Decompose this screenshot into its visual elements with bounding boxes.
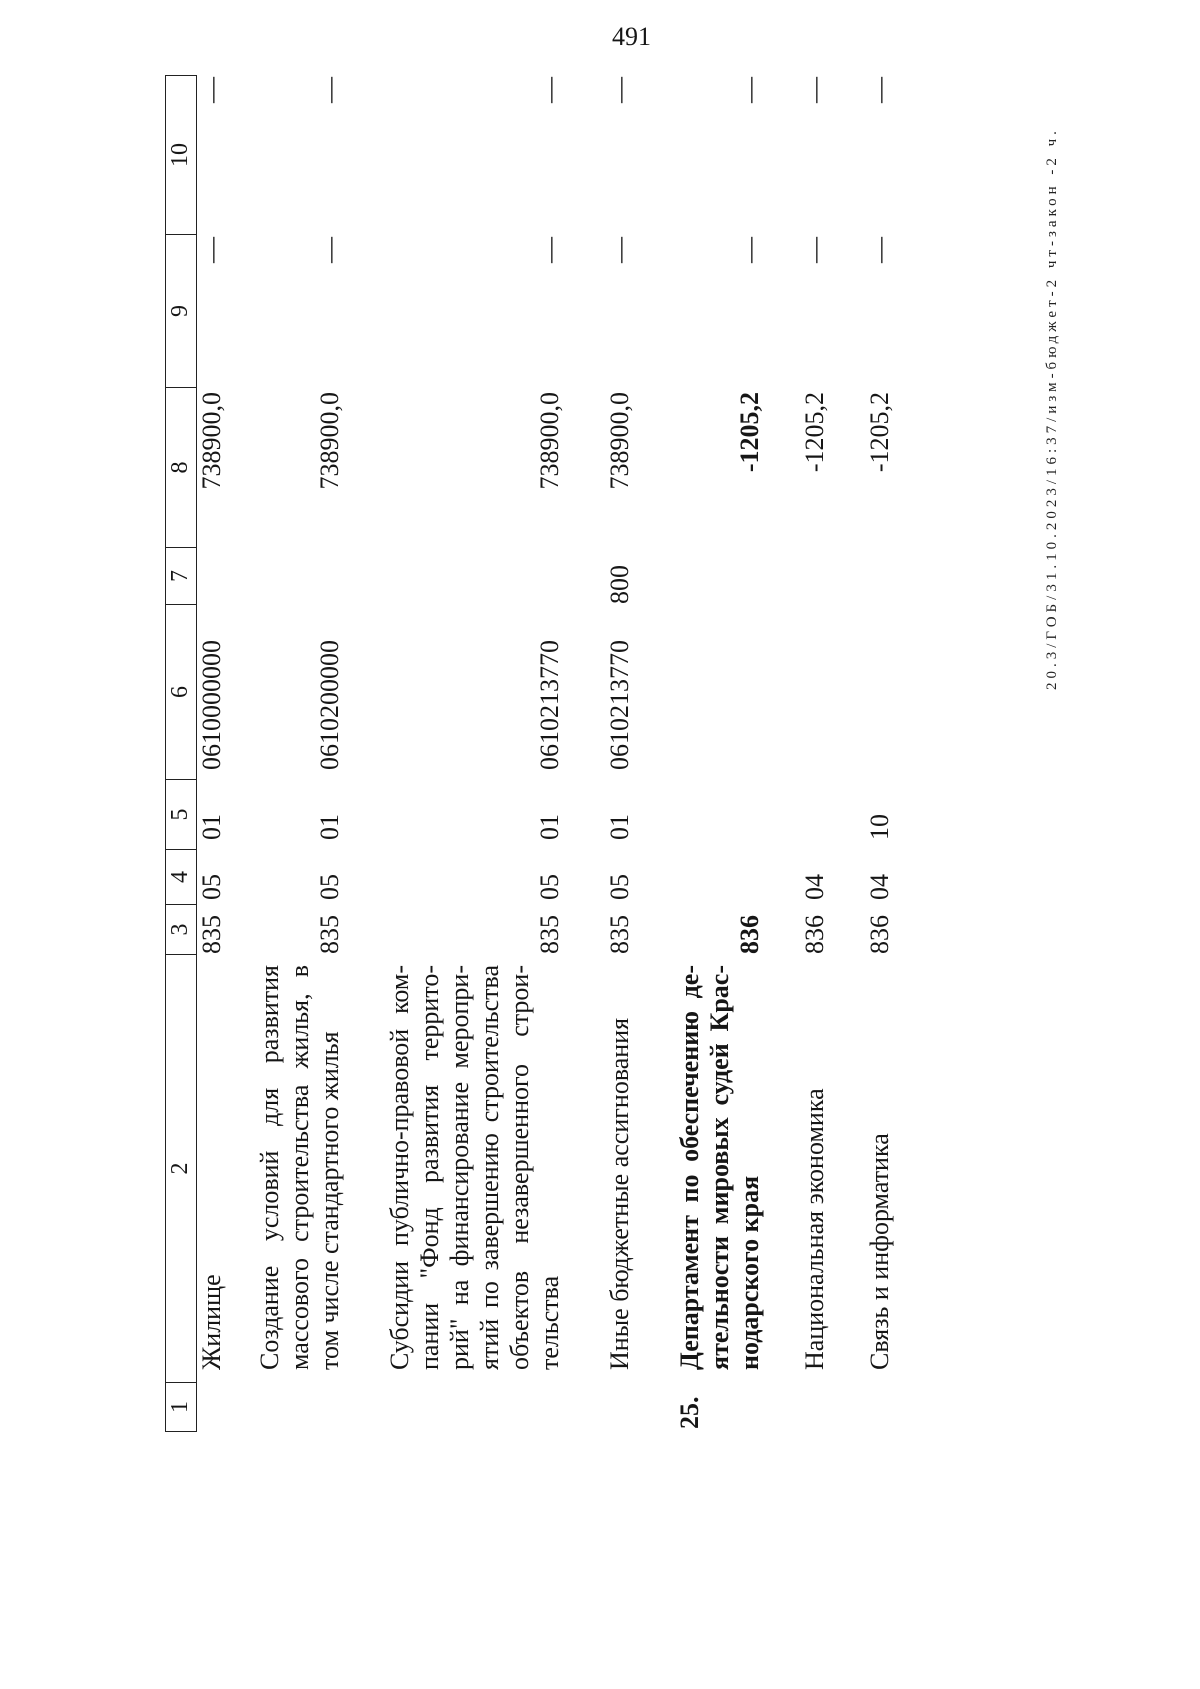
- col3-code-cell: 836: [735, 915, 764, 954]
- col10-dash-cell: —: [800, 77, 829, 103]
- header-cell-4: 4: [165, 850, 197, 905]
- header-cell-8: 8: [165, 388, 197, 548]
- amount-cell: -1205,2: [735, 392, 764, 473]
- col9-dash-cell: —: [605, 237, 634, 263]
- col9-dash-cell: —: [535, 237, 564, 263]
- col6-code-cell: 0610213770: [535, 640, 564, 770]
- col3-code-cell: 836: [865, 915, 894, 954]
- col9-dash-cell: —: [865, 237, 894, 263]
- col4-code-cell: 04: [800, 874, 829, 900]
- amount-cell: 738900,0: [197, 392, 226, 490]
- col3-code-cell: 836: [800, 915, 829, 954]
- header-cell-9: 9: [165, 235, 197, 388]
- table-row: [865, 75, 895, 1432]
- col4-code-cell: 05: [605, 874, 634, 900]
- col10-dash-cell: —: [605, 77, 634, 103]
- amount-cell: -1205,2: [800, 392, 829, 473]
- table-header-row: [165, 75, 197, 1432]
- row-name-line: ятельности мировых судей Крас-: [705, 965, 734, 1370]
- row-name-line: нодарского края: [735, 1175, 764, 1370]
- table-row: [255, 75, 345, 1432]
- header-cell-2: 2: [165, 955, 197, 1383]
- col5-code-cell: 01: [197, 814, 226, 840]
- header-cell-1: 1: [165, 1383, 197, 1432]
- col6-code-cell: 0610000000: [197, 640, 226, 770]
- row-name-cell: [385, 955, 565, 1383]
- row-name-line: рий" на финансирование меропри-: [445, 965, 474, 1370]
- amount-cell: 738900,0: [535, 392, 564, 490]
- row-name-line: Субсидии публично-правовой ком-: [385, 965, 414, 1370]
- row-name-line: Связь и информатика: [865, 1133, 894, 1370]
- header-cell-10: 10: [165, 75, 197, 235]
- row-name-cell: [197, 955, 227, 1383]
- page-number: 491: [612, 22, 651, 51]
- row-name-line: ятий по завершению строительства: [475, 965, 504, 1370]
- col10-dash-cell: —: [735, 77, 764, 103]
- row-name-line: массового строительства жилья, в: [285, 965, 314, 1370]
- col5-code-cell: 01: [535, 814, 564, 840]
- col9-dash-cell: —: [735, 237, 764, 263]
- row-name-cell: [865, 955, 895, 1383]
- row-name-line: объектов незавершенного строи-: [505, 965, 534, 1370]
- row-number-cell: 25.: [675, 1396, 704, 1429]
- col5-code-cell: 01: [315, 814, 344, 840]
- amount-cell: -1205,2: [865, 392, 894, 473]
- row-name-line: Департамент по обеспечению де-: [675, 965, 704, 1370]
- row-name-line: том числе стандартного жилья: [315, 1031, 344, 1370]
- document-footer-code: 20.3/ГОБ/31.10.2023/16:37/изм-бюджет-2 чт-закон -2 ч.: [1044, 127, 1060, 690]
- row-name-cell: [675, 955, 765, 1383]
- table-row: [605, 75, 635, 1432]
- col6-code-cell: 0610200000: [315, 640, 344, 770]
- col9-dash-cell: —: [800, 237, 829, 263]
- col4-code-cell: 04: [865, 874, 894, 900]
- col6-code-cell: 0610213770: [605, 640, 634, 770]
- col3-code-cell: 835: [197, 915, 226, 954]
- col5-code-cell: 10: [865, 814, 894, 840]
- row-name-line: Иные бюджетные ассигнования: [605, 1017, 634, 1370]
- table-row: [800, 75, 830, 1432]
- row-name-cell: [800, 955, 830, 1383]
- row-name-cell: [255, 955, 345, 1383]
- col3-code-cell: 835: [605, 915, 634, 954]
- row-name-line: Жилище: [197, 1274, 226, 1370]
- header-cell-5: 5: [165, 780, 197, 850]
- row-name-line: Национальная экономика: [800, 1088, 829, 1370]
- col9-dash-cell: —: [197, 237, 226, 263]
- col7-code-cell: 800: [605, 565, 634, 604]
- col9-dash-cell: —: [315, 237, 344, 263]
- amount-cell: 738900,0: [605, 392, 634, 490]
- table-row: [197, 75, 227, 1432]
- col4-code-cell: 05: [535, 874, 564, 900]
- row-name-line: Создание условий для развития: [255, 965, 284, 1370]
- row-name-line: пании "Фонд развития террито-: [415, 965, 444, 1370]
- col3-code-cell: 835: [535, 915, 564, 954]
- col5-code-cell: 01: [605, 814, 634, 840]
- col10-dash-cell: —: [315, 77, 344, 103]
- amount-cell: 738900,0: [315, 392, 344, 490]
- row-name-cell: [605, 955, 635, 1383]
- col10-dash-cell: —: [197, 77, 226, 103]
- col4-code-cell: 05: [197, 874, 226, 900]
- col10-dash-cell: —: [865, 77, 894, 103]
- budget-table: [165, 75, 905, 1432]
- col3-code-cell: 835: [315, 915, 344, 954]
- col10-dash-cell: —: [535, 77, 564, 103]
- header-cell-3: 3: [165, 905, 197, 955]
- row-name-line: тельства: [535, 1275, 564, 1370]
- table-row: [385, 75, 565, 1432]
- col4-code-cell: 05: [315, 874, 344, 900]
- table-row: [675, 75, 765, 1432]
- header-cell-7: 7: [165, 548, 197, 605]
- header-cell-6: 6: [165, 605, 197, 780]
